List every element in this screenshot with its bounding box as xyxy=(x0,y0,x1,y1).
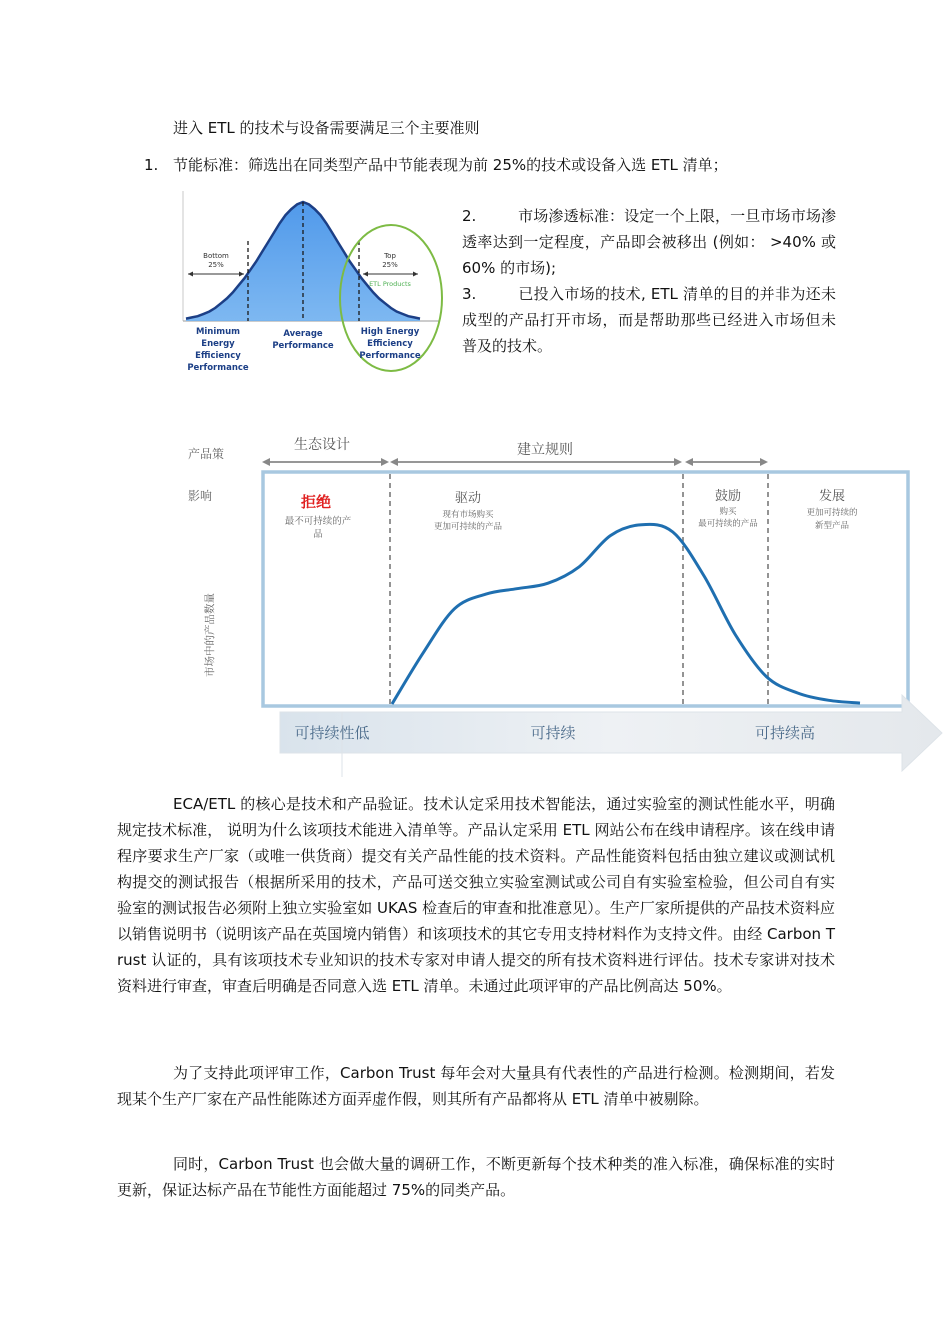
criterion-1-text: 节能标准：筛选出在同类型产品中节能表现为前 25%的技术或设备入选 ETL 清单； xyxy=(173,156,728,174)
col-encourage-desc-2: 最可持续的产品 xyxy=(698,519,758,529)
col-reject-desc-2: 品 xyxy=(313,529,323,540)
col-develop-desc-1: 更加可持续的 xyxy=(806,508,858,518)
criteria-2-3-block xyxy=(462,203,836,359)
col-reject-desc-1: 最不可持续的产 xyxy=(284,516,352,527)
col-develop-desc-2: 新型产品 xyxy=(814,521,850,531)
col-develop-title: 发展 xyxy=(818,489,846,504)
top-label-2: 25% xyxy=(382,261,398,269)
col-drive-title: 驱动 xyxy=(454,491,482,506)
bottom-label-2: 25% xyxy=(208,261,224,269)
x-label-high-2: Efficiency xyxy=(367,339,413,349)
x-label-avg-2: Performance xyxy=(272,341,334,351)
x-label-min-3: Efficiency xyxy=(195,351,241,361)
x-label-avg-1: Average xyxy=(283,329,323,339)
col-encourage-desc-1: 购买 xyxy=(719,507,737,517)
criterion-1-number: 1. xyxy=(144,156,159,174)
criterion-2-number: 2. xyxy=(462,207,477,225)
intro-text: 进入 ETL 的技术与设备需要满足三个主要准则 xyxy=(173,119,480,137)
criterion-3 xyxy=(462,281,836,359)
col-drive-desc-2: 更加可持续的产品 xyxy=(433,522,503,532)
x-label-high-3: Performance xyxy=(359,351,421,361)
policy-impact-figure xyxy=(180,425,945,780)
paragraph-1: ECA/ETL 的核心是技术和产品验证。技术认定采用技术智能法，通过实验室的测试性能水平，明确规定技术标准， 说明为什么该项技术能进入清单等。产品认定采用 ETL 网站公布在线申请程序。该在线申请程序要求生产厂家（或唯一供货商）提交有关产品性能的技术资料。产品性能资料包括由独立建议或测试机构提交的测试报告（根据所采用的技术，产品可送交独立实验室测试或公司自有实验室检验，但公司自有实验室的测试报告必须附上独立实验室如 UKAS 检查后的审查和批准意见）。生产厂家所提供的产品技术资料应以销售说明书（说明该产品在英国境内销售）和该项技术的其它专用支持材料作为支持文件。由经 Carbon Trust 认证的，具有该项技术专业知识的技术专家对申请人提交的所有技术资料进行评估。技术专家讲对技术资料进行审查，审查后明确是否同意入选 ETL 清单。未通过此项评审的产品比例高达 50%。 xyxy=(117,795,835,995)
label-sustainable: 可持续 xyxy=(530,724,576,742)
col-encourage-title: 鼓励 xyxy=(714,489,742,504)
x-label-min-1: Minimum xyxy=(195,327,241,337)
x-label-min-2: Energy xyxy=(201,339,235,349)
market-products-curve xyxy=(392,524,860,704)
label-rules: 建立规则 xyxy=(517,442,573,458)
x-label-high-1: High Energy xyxy=(360,327,420,337)
x-label-min-4: Performance xyxy=(187,363,249,373)
criterion-3-number: 3. xyxy=(462,285,477,303)
label-policy: 产品策 xyxy=(188,447,225,461)
bottom-label-1: Bottom xyxy=(203,252,229,260)
criterion-2-text: 市场渗透标准：设定一个上限，一旦市场市场渗透率达到一定程度，产品即会被移出 (例如： >40% 或 60% 的市场); xyxy=(462,207,836,277)
label-low-sustainability: 可持续性低 xyxy=(294,724,370,742)
criterion-3-text: 已投入市场的技术, ETL 清单的目的并非为还未成型的产品打开市场，而是帮助那些已经进入市场但未普及的技术。 xyxy=(462,285,836,355)
criterion-2 xyxy=(462,203,836,281)
etl-products-label: ETL Products xyxy=(369,280,411,288)
bell-curve-figure xyxy=(178,186,448,376)
col-drive-desc-1: 现有市场购买 xyxy=(442,510,494,520)
paragraph-3: 同时，Carbon Trust 也会做大量的调研工作，不断更新每个技术种类的准入标准，确保标准的实时更新，保证达标产品在节能性方面能超过 75%的同类产品。 xyxy=(117,1155,835,1199)
label-y-axis: 市场中的产品数量 xyxy=(204,593,216,677)
col-reject-title: 拒绝 xyxy=(300,493,332,511)
top-label-1: Top xyxy=(384,252,396,260)
label-high-sustainability: 可持续高 xyxy=(754,724,816,742)
label-eco-design: 生态设计 xyxy=(294,437,350,453)
paragraph-2: 为了支持此项评审工作，Carbon Trust 每年会对大量具有代表性的产品进行检测。检测期间，若发现某个生产厂家在产品性能陈述方面弄虚作假，则其所有产品都将从 ETL 清单中被剔除。 xyxy=(117,1064,836,1108)
label-impact: 影响 xyxy=(188,489,213,503)
